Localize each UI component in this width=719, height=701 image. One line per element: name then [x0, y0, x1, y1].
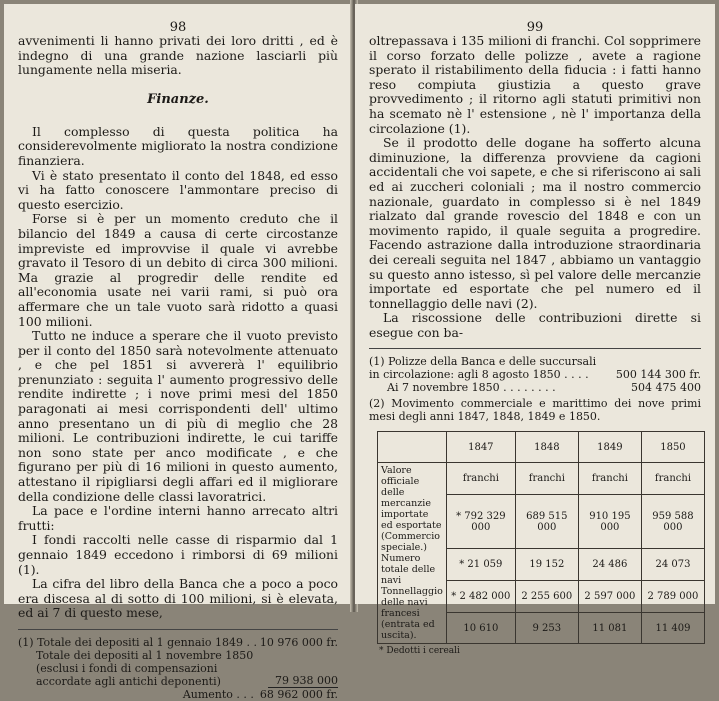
right-paragraph-3: La riscossione delle contribuzioni dirette si esegue con ba- — [369, 310, 701, 340]
left-footnote-line-2 — [18, 649, 338, 688]
table-cell: 689 515 000 — [515, 495, 578, 549]
left-paragraph-2: Vi è stato presentato il conto del 1848, ed esso vi ha fatto conoscere l'ammontare preciso di questo esercizio. — [18, 167, 338, 212]
table-cell: 9 253 — [515, 612, 578, 644]
footnote-label: Ai 7 novembre 1850 . . . . . . . . — [387, 381, 556, 395]
table-cell: 2 789 000 — [641, 580, 704, 612]
right-page-number: 99 — [526, 20, 544, 35]
table-cell: franchi — [446, 463, 515, 495]
table-cell: * 21 059 — [446, 548, 515, 580]
table-cell: * 2 482 000 — [446, 580, 515, 612]
commerce-table — [377, 431, 705, 644]
table-cell: 24 486 — [578, 548, 641, 580]
right-footnote-1-line-1 — [369, 355, 701, 381]
table-row-labels: Valore officiale delle mercanzie importate ed esportate (Commercio speciale.) Numero totale delle navi Tonnellaggio delle navi francesi (entrata ed uscita). — [378, 463, 447, 644]
table-cell: 24 073 — [641, 548, 704, 580]
left-paragraph-1: Il complesso di questa politica ha considerevolmente migliorato la nostra condizione finanziera. — [18, 123, 338, 168]
right-page — [355, 4, 715, 657]
right-paragraph-1: oltrepassava i 135 milioni di franchi. Col sopprimere il corso forzato delle polizze , avete a ragione sperato il ristabilimento della fiducia : i fatti hanno reso compiuta giustizia a questo grave provvedimento ; il ritorno agli statuti primitivi non ha scemato nè l' estensione , nè l' importanza della circolazione (1). — [369, 33, 701, 136]
right-paragraph-2: Se il prodotto delle dogane ha sofferto alcuna diminuzione, la differenza provviene da cagioni accidentali che voi sapete, e che si riferiscono ai sali ed ai zuccheri coloniali ; ma il nostro commercio nazionale, guardato in complesso si è nel 1849 rialzato dal grande rovescio del 1848 e con un movimento rapido, il quale seguita a progredire. Facendo astrazione dalla introduzione straordinaria dei cereali seguita nel 1847 , abbiamo un vantaggio su questo anno istesso, sì pel valore delle mercanzie importate ed esportate che pel numero ed il tonnellaggio delle navi (2). — [369, 135, 701, 311]
table-cell: 11 081 — [578, 612, 641, 644]
table-cell: 19 152 — [515, 548, 578, 580]
table-cell: 2 255 600 — [515, 580, 578, 612]
table-cell: franchi — [641, 463, 704, 495]
table-cell: * 792 329 000 — [446, 495, 515, 549]
left-footnote-line-1 — [18, 636, 338, 649]
left-paragraph-3: Forse si è per un momento creduto che il bilancio del 1849 a causa di certe circostanze impreviste ed improvvise il quale vi avrebbe gravato il Tesoro di un debito di circa 300 milioni. Ma grazie al progredir delle rendite ed all'economia usate nei varii rami, si può ora affermare che un tale vuoto sarà ridotto a quasi 100 milioni. — [18, 211, 338, 329]
footnote-value: 79 938 000 — [268, 674, 338, 688]
table-cell: 2 597 000 — [578, 580, 641, 612]
table-year-header: 1849 — [578, 432, 641, 463]
table-row — [378, 463, 705, 495]
right-footnote-2-title: (2) Movimento commerciale e marittimo dei nove primi mesi degli anni 1847, 1848, 1849 e 1850. — [369, 397, 701, 424]
left-paragraph-5: La pace e l'ordine interni hanno arrecato altri frutti: — [18, 503, 338, 533]
footnote-value: 68 962 000 fr. — [259, 687, 338, 701]
section-heading: Finanze. — [147, 91, 209, 107]
left-paragraph-4: Tutto ne induce a sperare che il vuoto previsto per il conto del 1850 sarà notevolmente attenuato , e che pel 1851 si avvererà l' equilibrio prenunziato : seguita l' aumento progressivo delle rendite indirette ; i nove primi mesi del 1850 paragonati ai mesi corrispondenti dell' ultimo anno presentano un di più di meglio che 28 milioni. Le contribuzioni indirette, le cui tariffe non sono state per anco modificate , e che figurano per più di 16 milioni in questo aumento, attestano il ripigliarsi degli affari ed il migliorare della condizione delle classi lavoratrici. — [18, 328, 338, 504]
left-page — [4, 4, 353, 701]
table-cell: 959 588 000 — [641, 495, 704, 549]
table-cell: 910 195 000 — [578, 495, 641, 549]
left-paragraph-7: La cifra del libro della Banca che a poco a poco era discesa al di sotto di 100 milioni, si è elevata, ed ai 7 di questo mese, — [18, 576, 338, 621]
left-page-number: 98 — [169, 20, 187, 35]
table-header-row — [378, 432, 705, 463]
table-cell: 11 409 — [641, 612, 704, 644]
footnote-label: (1) Totale dei depositi al 1 gennaio 1849 . . — [18, 635, 258, 649]
footnote-label: Aumento . . . — [182, 687, 254, 701]
table-year-header: 1847 — [446, 432, 515, 463]
table-corner-cell — [378, 432, 447, 463]
table-year-header: 1848 — [515, 432, 578, 463]
footnote-divider — [18, 629, 338, 630]
left-paragraph-6: I fondi raccolti nelle casse di risparmio dal 1 gennaio 1849 eccedono i rimborsi di 69 milioni (1). — [18, 532, 338, 577]
footnote-label: Totale dei depositi al 1 novembre 1850 (esclusi i fondi di compensazioni accordate agli antichi deponenti) — [36, 648, 254, 688]
footnote-value: 500 144 300 fr. — [615, 368, 701, 382]
footnote-label: (1) Polizze della Banca e delle succursali in circolazione: agli 8 agosto 1850 . . . . — [369, 355, 597, 382]
left-top-paragraph: avvenimenti li hanno privati dei loro dritti , ed è indegno di una grande nazione lasciarli più lungamente nella miseria. — [18, 33, 338, 78]
left-footnote-line-3 — [18, 688, 338, 701]
table-note: * Dedotti i cereali — [379, 646, 460, 657]
footnote-value: 10 976 000 fr. — [259, 635, 338, 649]
table-cell: franchi — [515, 463, 578, 495]
table-year-header: 1850 — [641, 432, 704, 463]
table-cell: franchi — [578, 463, 641, 495]
footnote-value: 504 475 400 — [631, 381, 701, 395]
table-cell: 10 610 — [446, 612, 515, 644]
footnote-divider — [369, 348, 701, 349]
right-footnote-1-line-2 — [369, 381, 701, 394]
